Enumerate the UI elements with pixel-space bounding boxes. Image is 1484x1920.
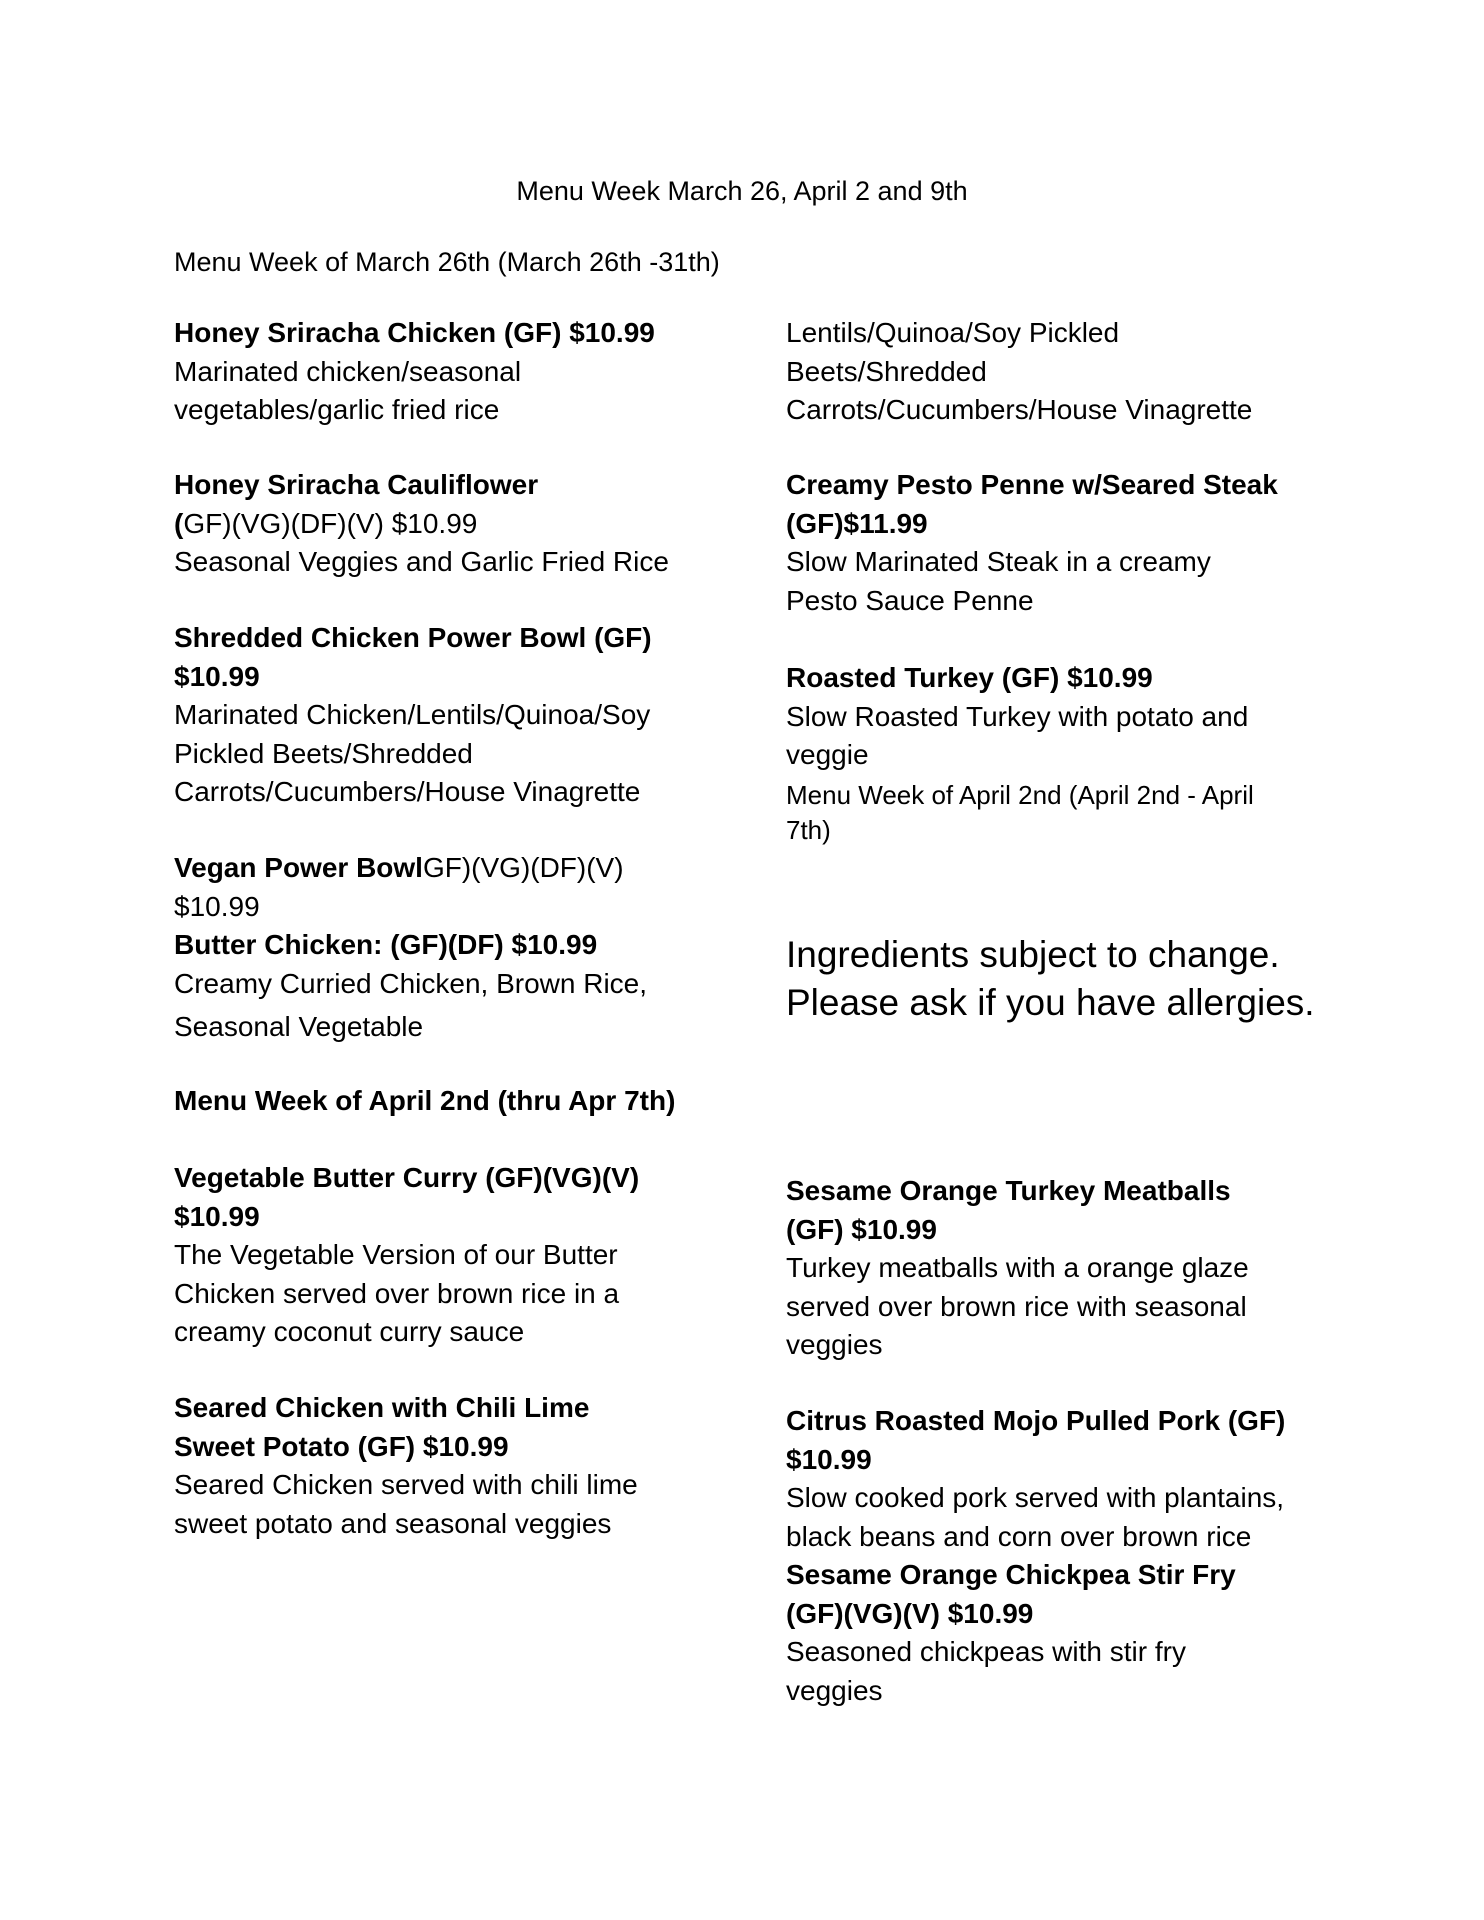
item-desc-line: Pesto Sauce Penne [786, 584, 1034, 616]
menu-item-sesame-orange-turkey-meatballs [786, 1172, 1346, 1365]
week-heading-march-26: Menu Week of March 26th (March 26th -31th) [174, 247, 720, 277]
menu-item-sesame-orange-chickpea-stir-fry [786, 1556, 1346, 1710]
item-tags: GF)(VG)(DF)(V) $10.99 [183, 507, 478, 539]
item-desc-line: black beans and corn over brown rice [786, 1520, 1252, 1552]
item-desc-line: Seasonal Vegetable [174, 1011, 424, 1042]
item-desc-line: Carrots/Cucumbers/House Vinagrette [786, 394, 1253, 425]
note-line: Menu Week of April 2nd (April 2nd - April [786, 780, 1254, 810]
item-desc-line: Chicken served over brown rice in a [174, 1277, 620, 1309]
menu-item-butter-chicken [174, 926, 734, 1047]
item-name: Sweet Potato (GF) $10.99 [174, 1430, 509, 1462]
item-price: (GF)$11.99 [786, 507, 928, 539]
menu-item-seared-chicken-chili-lime [174, 1389, 734, 1543]
item-desc-line: vegetables/garlic fried rice [174, 394, 500, 425]
item-desc-line: Marinated chicken/seasonal [174, 355, 522, 387]
item-price: $10.99 [786, 1443, 872, 1475]
item-name: Creamy Pesto Penne w/Seared Steak [786, 469, 1278, 500]
item-name: Sesame Orange Chickpea Stir Fry [786, 1559, 1236, 1590]
item-tag-paren: ( [174, 507, 184, 539]
menu-item-vegetable-butter-curry [174, 1159, 734, 1352]
item-name: Seared Chicken with Chili Lime [174, 1392, 590, 1423]
menu-item-honey-sriracha-chicken [174, 314, 734, 430]
item-desc-line: Slow Marinated Steak in a creamy [786, 546, 1211, 577]
allergy-notice [786, 931, 1346, 1027]
item-name: Vegan Power Bowl [174, 852, 423, 883]
item-desc-line: Seared Chicken served with chili lime [174, 1469, 638, 1500]
item-desc-line: served over brown rice with seasonal [786, 1290, 1247, 1322]
item-name: Honey Sriracha Chicken (GF) $10.99 [174, 317, 655, 348]
week-heading-april-2: Menu Week of April 2nd (thru Apr 7th) [174, 1085, 676, 1116]
menu-item-shredded-chicken-power-bowl [174, 619, 734, 812]
note-line: 7th) [786, 815, 831, 845]
item-desc-line: Beets/Shredded [786, 355, 987, 387]
item-desc-line: veggies [786, 1674, 883, 1706]
item-name: Shredded Chicken Power Bowl (GF) [174, 622, 652, 653]
item-desc-line: sweet potato and seasonal veggies [174, 1507, 612, 1539]
menu-item-citrus-roasted-mojo-pulled-pork [786, 1402, 1346, 1556]
item-desc-line: Slow cooked pork served with plantains, [786, 1482, 1285, 1513]
menu-item-vegan-power-bowl [174, 849, 734, 926]
item-price: $10.99 [174, 890, 260, 922]
item-name: Honey Sriracha Cauliflower [174, 469, 539, 500]
item-price: $10.99 [174, 1200, 260, 1232]
menu-item-honey-sriracha-cauliflower [174, 466, 734, 582]
item-name: Sesame Orange Turkey Meatballs [786, 1175, 1231, 1206]
item-desc-line: veggie [786, 739, 869, 770]
notice-line: Ingredients subject to change. [786, 934, 1280, 975]
item-desc-line: Pickled Beets/Shredded [174, 737, 473, 769]
item-desc-line: Creamy Curried Chicken, Brown Rice, [174, 967, 648, 999]
item-desc-line: Seasoned chickpeas with stir fry [786, 1636, 1186, 1667]
item-price: (GF)(VG)(V) $10.99 [786, 1597, 1034, 1629]
item-desc-line: The Vegetable Version of our Butter [174, 1239, 618, 1270]
item-desc-line: Seasonal Veggies and Garlic Fried Rice [174, 546, 669, 577]
item-desc-line: creamy coconut curry sauce [174, 1316, 525, 1347]
item-name: Vegetable Butter Curry (GF)(VG)(V) [174, 1162, 640, 1193]
page-title: Menu Week March 26, April 2 and 9th [516, 176, 968, 206]
item-price: $10.99 [174, 660, 260, 692]
item-desc-line: Slow Roasted Turkey with potato and [786, 700, 1249, 732]
item-name: Citrus Roasted Mojo Pulled Pork (GF) [786, 1405, 1286, 1436]
item-desc-line: Carrots/Cucumbers/House Vinagrette [174, 776, 641, 807]
menu-item-continued-description [786, 314, 1346, 430]
notice-line: Please ask if you have allergies. [786, 982, 1315, 1023]
menu-item-roasted-turkey [786, 659, 1346, 775]
small-week-note [786, 778, 1346, 848]
item-desc-line: veggies [786, 1329, 883, 1360]
item-desc-line: Marinated Chicken/Lentils/Quinoa/Soy [174, 699, 651, 730]
item-desc-line: Lentils/Quinoa/Soy Pickled [786, 317, 1120, 348]
item-name: Roasted Turkey (GF) $10.99 [786, 662, 1153, 693]
item-price: (GF) $10.99 [786, 1213, 937, 1245]
menu-item-creamy-pesto-penne [786, 466, 1346, 620]
item-tags-price [174, 505, 734, 544]
item-name: Butter Chicken: (GF)(DF) $10.99 [174, 929, 598, 960]
item-desc-line: Turkey meatballs with a orange glaze [786, 1252, 1249, 1283]
item-tags: GF)(VG)(DF)(V) [422, 852, 624, 883]
item-name-line [174, 849, 734, 888]
